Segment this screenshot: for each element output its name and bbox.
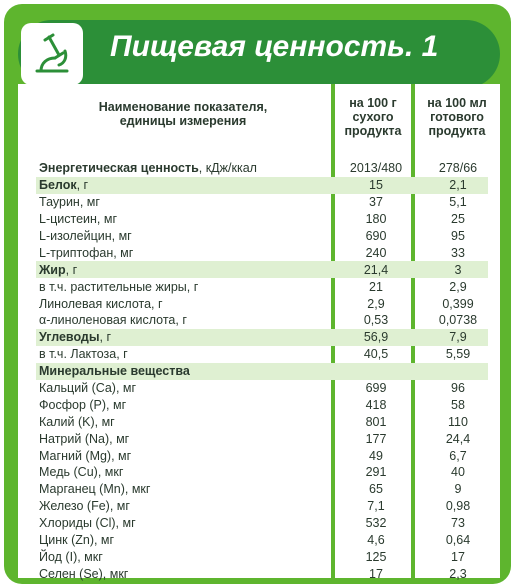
row-name: [39, 550, 103, 564]
value-ready: 33: [451, 245, 465, 260]
table-row: [36, 312, 488, 329]
row-name: [39, 482, 150, 496]
row-name: [39, 212, 117, 226]
row-unit: , г: [65, 262, 78, 277]
row-label: L-цистеин, мг: [39, 212, 118, 227]
row-unit: , г: [76, 178, 89, 193]
table-row: [36, 329, 488, 346]
value-dry: 2,9: [367, 296, 385, 311]
row-label: Минеральные вещества: [39, 364, 190, 379]
row-label: Селен (Se), мкг: [39, 566, 129, 581]
row-name: [39, 533, 114, 547]
row-label: Углеводы: [39, 330, 100, 345]
value-ready: 5,59: [445, 347, 471, 362]
microscope-icon: [29, 31, 75, 77]
row-name: [39, 516, 136, 530]
row-name: [39, 398, 126, 412]
value-dry: 56,9: [363, 330, 389, 345]
value-ready: 2,3: [449, 566, 467, 581]
table-row: [36, 244, 488, 261]
table-row: [36, 515, 488, 532]
value-ready: 17: [451, 549, 465, 564]
row-name: [39, 195, 100, 209]
table-row: [36, 565, 488, 582]
value-dry: 177: [365, 431, 387, 446]
icon-badge: [21, 23, 83, 85]
value-ready: 3: [454, 262, 462, 277]
value-dry: 801: [365, 414, 387, 429]
value-ready: 6,7: [449, 448, 467, 463]
value-ready: 0,399: [442, 296, 474, 311]
row-label: Фосфор (P), мг: [39, 397, 127, 412]
row-name: [39, 229, 132, 243]
value-ready: 96: [451, 381, 465, 396]
value-dry: 37: [369, 195, 383, 210]
table-row: [36, 346, 488, 363]
row-unit: , г: [99, 330, 112, 345]
row-name: [39, 178, 88, 192]
value-ready: 95: [451, 229, 465, 243]
row-label: Медь (Cu), мкг: [39, 465, 124, 480]
table-row: [36, 194, 488, 211]
row-label: в т.ч. Лактоза, г: [39, 347, 128, 362]
row-name: [39, 449, 131, 463]
value-dry: 2013/480: [349, 161, 403, 176]
row-label: Йод (I), мкг: [39, 549, 103, 564]
row-name: [39, 465, 123, 479]
row-label: Энергетическая ценность: [39, 161, 199, 176]
row-name: [39, 415, 115, 429]
row-label: Линолевая кислота, г: [39, 296, 163, 311]
header-dry: на 100 г сухого продукта: [344, 96, 402, 138]
row-label: Цинк (Zn), мг: [39, 533, 115, 548]
value-dry: 21,4: [363, 262, 389, 277]
value-dry: 21: [369, 279, 383, 294]
table-row: [36, 278, 488, 295]
row-label: Железо (Fe), мг: [39, 499, 130, 514]
row-name: [39, 567, 128, 581]
value-ready: 2,9: [449, 279, 467, 294]
value-ready: 7,9: [449, 330, 467, 345]
value-ready: 0,98: [445, 499, 471, 514]
row-name: [39, 313, 187, 327]
row-label: Жир: [39, 262, 66, 277]
row-label: Калий (K), мг: [39, 414, 115, 429]
row-label: Марганец (Mn), мкг: [39, 482, 151, 497]
value-dry: 418: [365, 397, 387, 412]
value-ready: 0,64: [445, 533, 471, 548]
value-ready: 73: [451, 516, 465, 531]
row-label: Натрий (Na), мг: [39, 431, 130, 446]
table-row: [36, 177, 488, 194]
table-row: [36, 261, 488, 278]
value-dry: 15: [369, 178, 383, 193]
row-name: [39, 280, 198, 294]
table-row: [36, 481, 488, 498]
table-row: [36, 464, 488, 481]
value-ready: 0,0738: [438, 313, 478, 328]
value-dry: 291: [365, 465, 387, 480]
table-row: [36, 532, 488, 549]
value-dry: 0,53: [363, 313, 389, 328]
row-name: [39, 246, 133, 260]
value-ready: 25: [451, 212, 465, 227]
row-unit: , кДж/ккал: [198, 161, 257, 176]
value-ready: 58: [451, 397, 465, 412]
table-row: [36, 295, 488, 312]
table-row: [36, 211, 488, 228]
header-ready: на 100 мл готового продукта: [427, 96, 487, 138]
table-row: [36, 160, 488, 177]
table-row: [36, 396, 488, 413]
table-row: [36, 380, 488, 397]
table-row: [36, 447, 488, 464]
row-name: [39, 381, 136, 395]
row-name: [39, 364, 190, 378]
row-name: [39, 330, 111, 344]
table-row: [36, 430, 488, 447]
row-name: [39, 347, 128, 361]
nutrition-table: [18, 84, 500, 581]
value-dry: 240: [365, 245, 387, 260]
value-ready: 2,1: [449, 178, 467, 193]
row-name: [39, 161, 257, 175]
value-ready: 9: [454, 482, 462, 497]
row-name: [39, 499, 130, 513]
title-banner: [18, 20, 500, 88]
table-row: [36, 548, 488, 565]
header-name: Наименование показателя, единицы измерения: [98, 100, 268, 128]
row-label: L-изолейцин, мг: [39, 229, 132, 243]
value-ready: 40: [451, 465, 465, 480]
table-row: [36, 498, 488, 515]
row-name: [39, 432, 129, 446]
table-row: [36, 413, 488, 430]
value-ready: 24,4: [445, 431, 471, 446]
value-dry: 690: [365, 229, 387, 243]
value-ready: 5,1: [449, 195, 467, 210]
value-ready: 278/66: [438, 161, 478, 176]
value-dry: 180: [365, 212, 387, 227]
value-dry: 17: [369, 566, 383, 581]
value-dry: 7,1: [367, 499, 385, 514]
row-label: Таурин, мг: [39, 195, 100, 210]
value-dry: 49: [369, 448, 383, 463]
row-name: [39, 297, 163, 311]
row-label: L-триптофан, мг: [39, 245, 134, 260]
label-frame: [4, 4, 511, 584]
value-dry: 125: [365, 549, 387, 564]
table-row: [36, 363, 488, 380]
value-dry: 40,5: [363, 347, 389, 362]
value-dry: 532: [365, 516, 387, 531]
value-dry: 4,6: [367, 533, 385, 548]
table-row: [36, 228, 488, 245]
row-label: α-линоленовая кислота, г: [39, 313, 187, 328]
row-name: [39, 263, 77, 277]
value-dry: 699: [365, 381, 387, 396]
row-label: в т.ч. растительные жиры, г: [39, 279, 199, 294]
row-label: Белок: [39, 178, 77, 193]
row-label: Кальций (Ca), мг: [39, 381, 137, 396]
row-label: Хлориды (Cl), мг: [39, 516, 136, 531]
page-title: Пищевая ценность. 1: [110, 30, 439, 63]
table-body: [36, 160, 488, 582]
value-ready: 110: [448, 414, 468, 429]
value-dry: 65: [369, 482, 383, 497]
row-label: Магний (Mg), мг: [39, 448, 132, 463]
